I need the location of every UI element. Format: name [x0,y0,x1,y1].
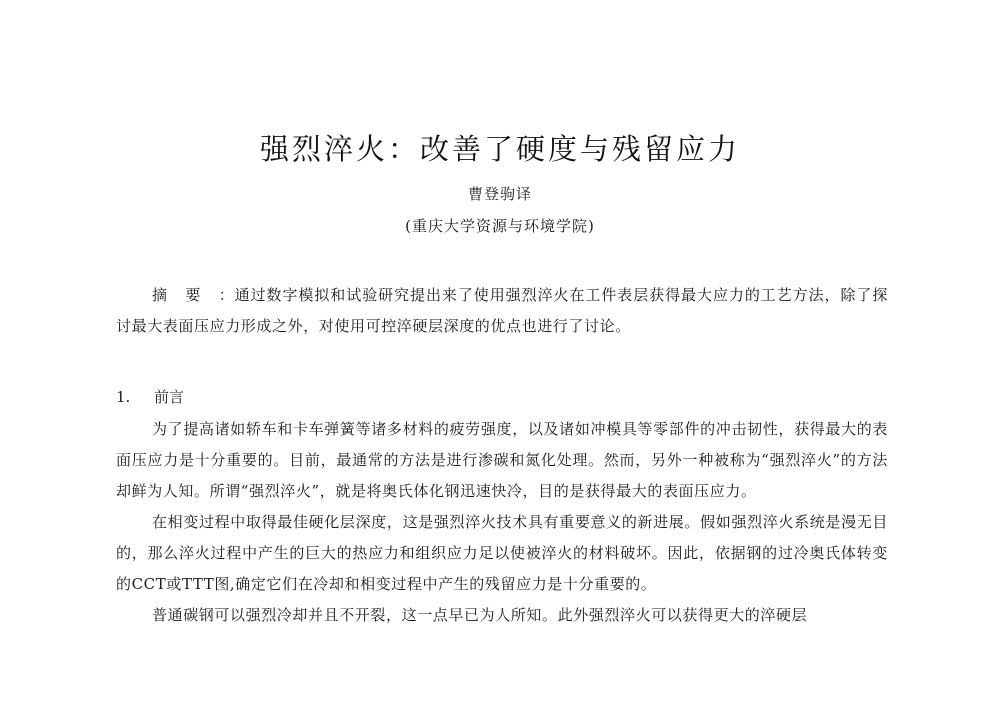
author-line: 曹登驹译 [467,185,532,203]
abstract-block [116,280,888,342]
section-number: 1. [116,388,131,406]
abstract-label: 摘要 [152,286,219,304]
abstract-text: 通过数字模拟和试验研究提出来了使用强烈淬火在工件表层获得最大应力的工艺方法，除了探讨最大表面压应力形成之外，对使用可控淬硬层深度的优点也进行了讨论。 [116,286,888,335]
abstract-separator: ： [218,286,235,304]
section-heading [116,382,184,413]
page-title: 强烈淬火：改善了硬度与残留应力 [259,132,740,166]
section-title: 前言 [154,388,185,406]
body-paragraph: 为了提高诸如轿车和卡车弹簧等诸多材料的疲劳强度，以及诸如冲模具等零部件的冲击韧性，获得最大的表面压应力是十分重要的。目前，最通常的方法是进行渗碳和氮化处理。然而，另外一种被称为“强烈淬火”的方法却鲜为人知。所谓“强烈淬火”，就是将奥氏体化钢迅速快冷，目的是获得最大的表面压应力。 [116,420,888,500]
abstract-paragraph [116,280,888,342]
affiliation-line: (重庆大学资源与环境学院) [405,217,595,235]
section-body [116,414,888,631]
body-paragraph: 在相变过程中取得最佳硬化层深度，这是强烈淬火技术具有重要意义的新进展。假如强烈淬火系统是漫无目的，那么淬火过程中产生的巨大的热应力和组织应力足以使被淬火的材料破坏。因此，依据钢的过冷奥氏体转变的CCT或TTT图,确定它们在冷却和相变过程中产生的残留应力是十分重要的。 [116,513,888,593]
body-paragraph: 普通碳钢可以强烈冷却并且不开裂，这一点早已为人所知。此外强烈淬火可以获得更大的淬硬层 [152,606,808,624]
